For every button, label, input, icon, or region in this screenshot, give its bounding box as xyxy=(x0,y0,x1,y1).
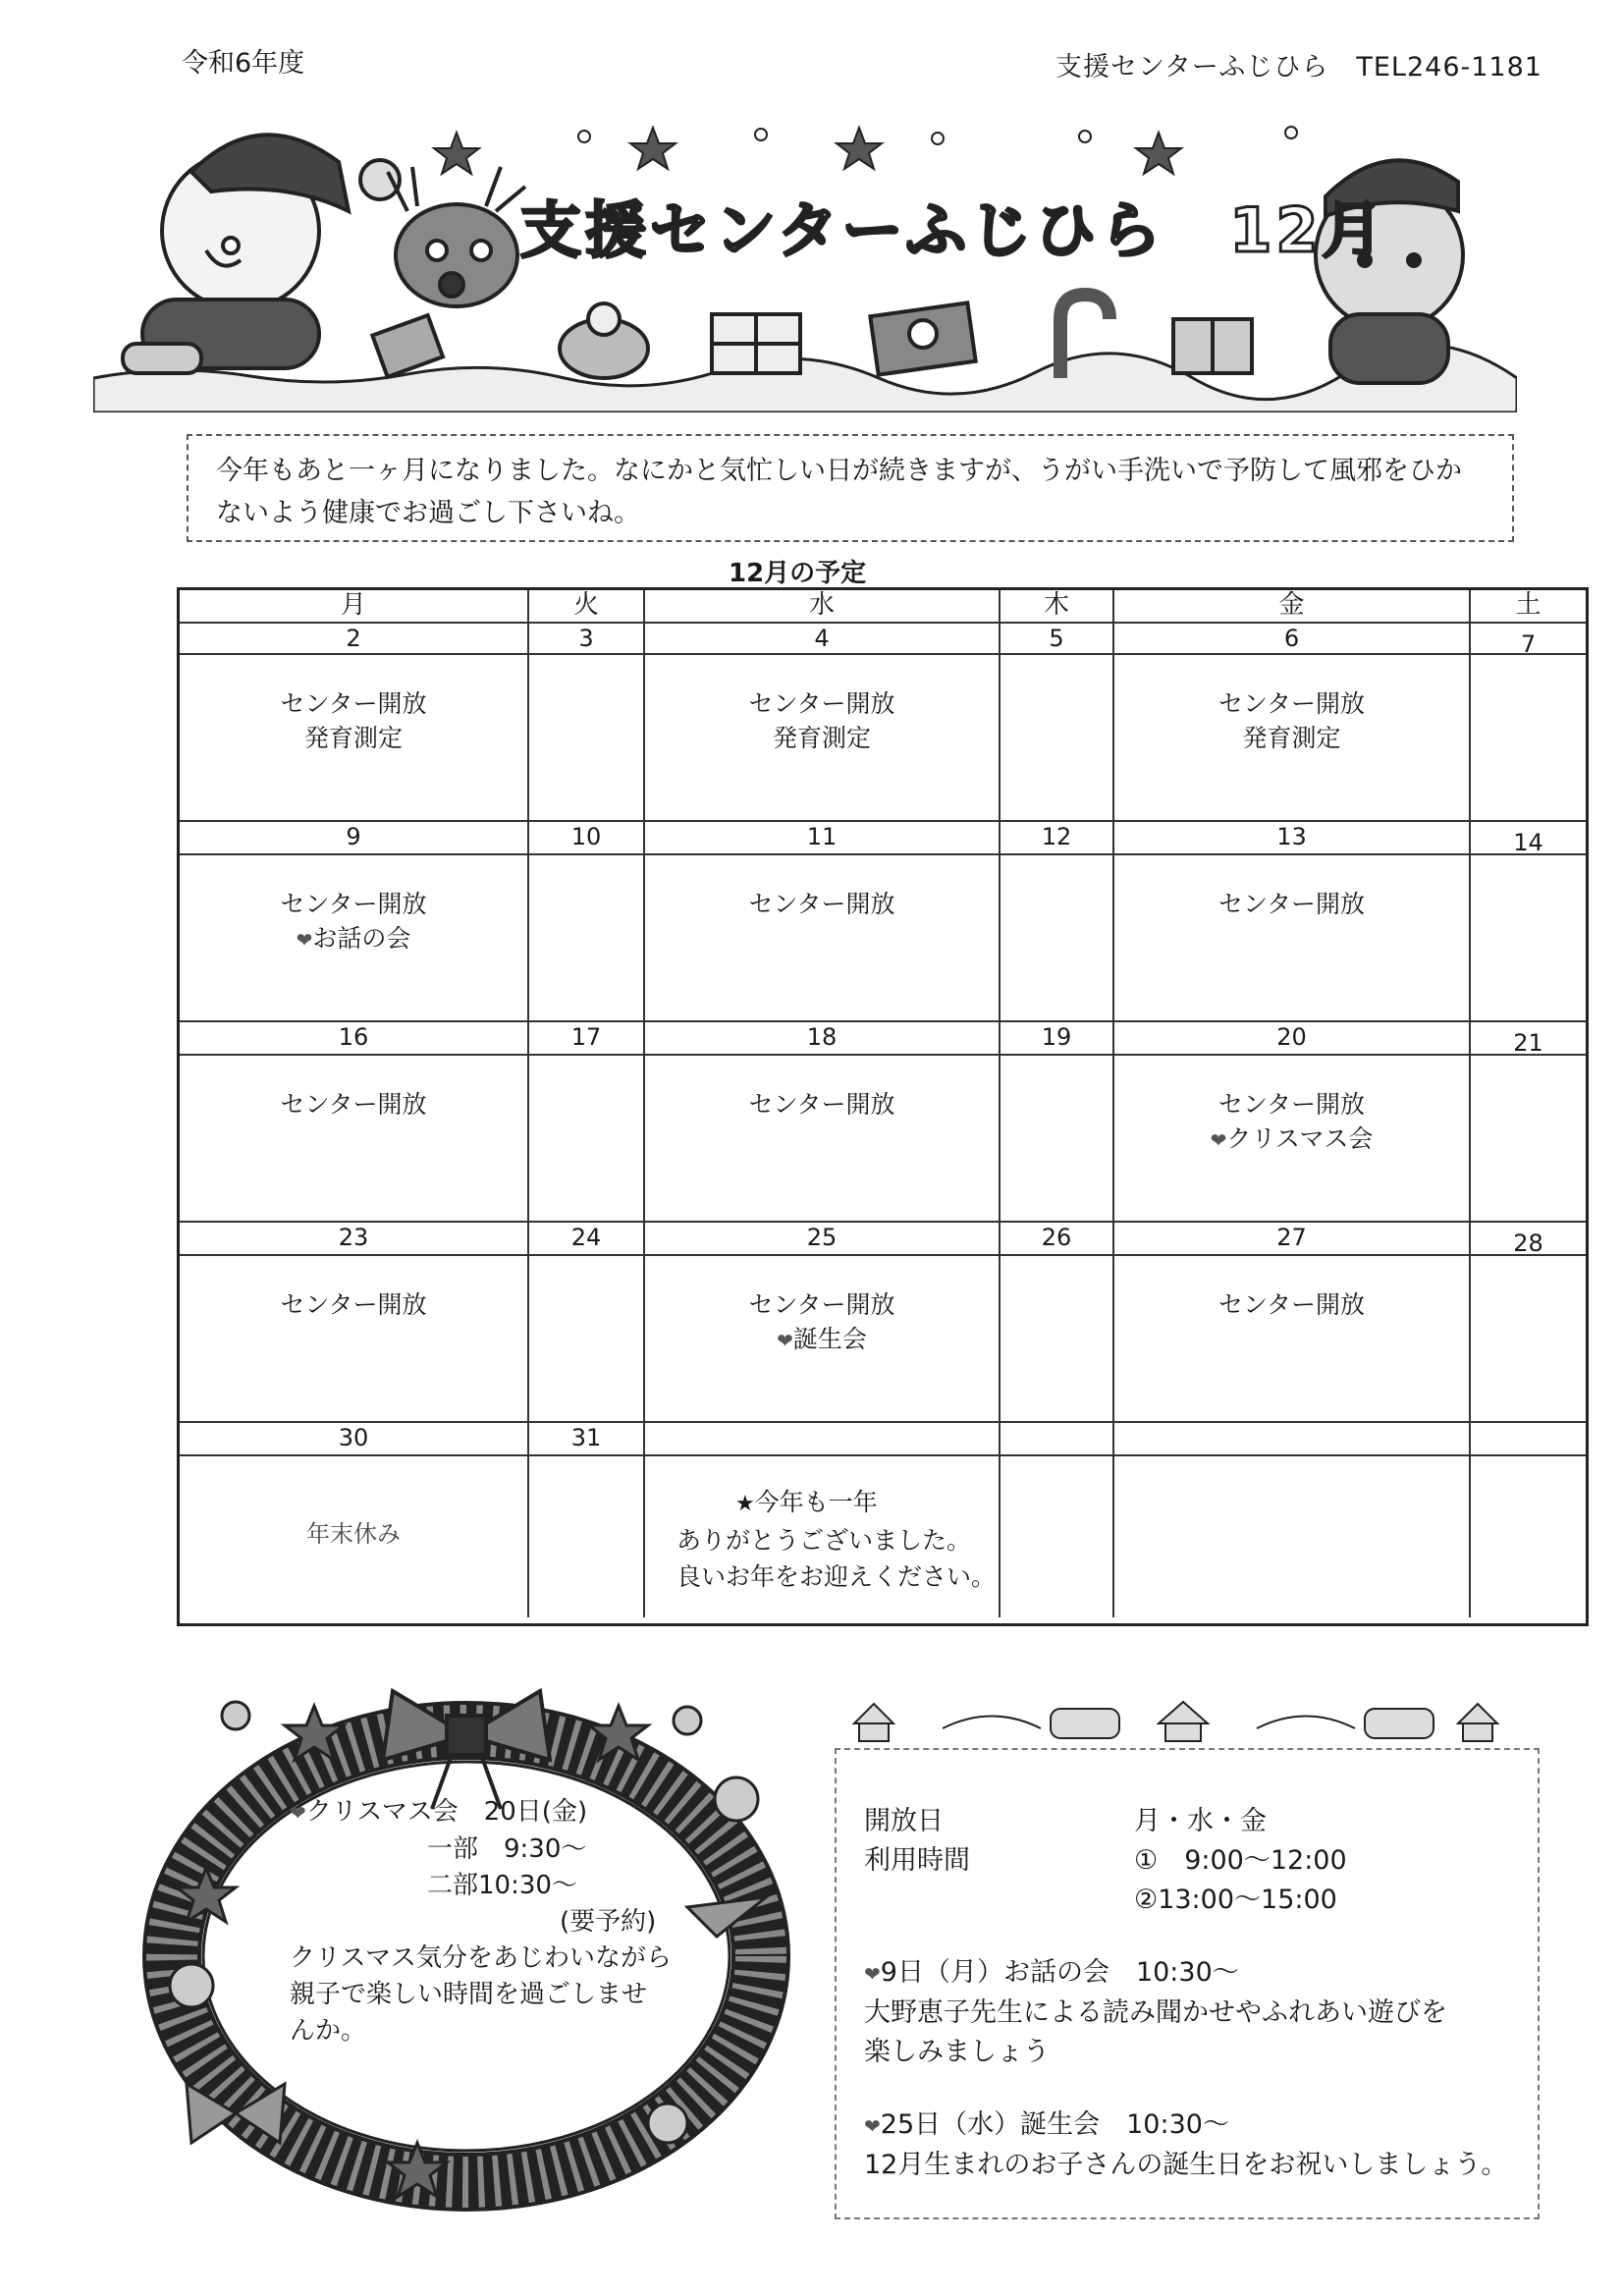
day-number: 3 xyxy=(529,624,645,655)
calendar-title: 12月の予定 xyxy=(729,559,867,588)
day-events xyxy=(180,1056,529,1223)
sleigh-border-illustration xyxy=(844,1674,1512,1743)
year-end-text: 今年も一年 xyxy=(754,1488,878,1516)
day-number: 18 xyxy=(645,1022,1001,1056)
day-events xyxy=(180,1256,529,1423)
house-icon xyxy=(1458,1704,1497,1723)
hours-row xyxy=(864,1881,1551,1920)
day-number: 27 xyxy=(1114,1223,1471,1256)
intro-line: 今年もあと一ヶ月になりました。なにかと気忙しい日が続きますが、うがい手洗いで予防して風邪をひか xyxy=(216,456,1462,486)
birthday-desc: 12月生まれのお子さんの誕生日をお祝いしましょう。 xyxy=(864,2150,1508,2180)
day-number: 12 xyxy=(1001,822,1114,855)
day-events xyxy=(529,855,645,1022)
day-number: 10 xyxy=(529,822,645,855)
event-label xyxy=(1114,721,1469,755)
day-number xyxy=(1001,1423,1114,1456)
day-events xyxy=(180,855,529,1022)
day-events xyxy=(1001,855,1114,1022)
event-text: センター開放 xyxy=(748,1290,895,1319)
event-text: センター開放 xyxy=(280,1090,427,1119)
day-events xyxy=(1114,855,1471,1022)
day-number: 20 xyxy=(1114,1022,1471,1056)
event-label xyxy=(180,1087,527,1121)
day-number: 6 xyxy=(1114,624,1471,655)
banner-title: 支援センターふじひら 12月 xyxy=(520,194,1387,266)
day-number: 2 xyxy=(180,624,529,655)
weekday-header: 水 xyxy=(645,590,1001,624)
open-days-value: 月・水・金 xyxy=(1134,1806,1267,1836)
event-text: 発育測定 xyxy=(772,724,871,752)
event-label xyxy=(645,1322,999,1358)
hours-label: 利用時間 xyxy=(864,1845,970,1876)
day-events xyxy=(1001,1456,1114,1617)
event-text: センター開放 xyxy=(1217,1090,1365,1119)
story-title: 9日（月）お話の会 10:30～ xyxy=(880,1957,1239,1988)
event-text: 誕生会 xyxy=(792,1325,867,1353)
christmas-party-info xyxy=(290,1794,702,2050)
day-events xyxy=(180,1456,529,1617)
event-label xyxy=(1114,686,1469,721)
christmas-desc: クリスマス気分をあじわいながら xyxy=(290,1943,672,1973)
year-end-message xyxy=(676,1558,999,1595)
weekday-header: 土 xyxy=(1471,590,1586,624)
event-text: センター開放 xyxy=(748,689,895,718)
event-text: センター開放 xyxy=(1217,689,1365,718)
day-events xyxy=(529,1056,645,1223)
birthday-title-row xyxy=(864,2105,1551,2146)
hours-slot-2: ②13:00～15:00 xyxy=(1134,1885,1337,1915)
event-label xyxy=(1114,1087,1469,1121)
event-label xyxy=(180,721,527,755)
day-events xyxy=(1001,655,1114,822)
day-events xyxy=(1471,1256,1586,1423)
intro-message xyxy=(187,434,1514,542)
day-events xyxy=(180,655,529,822)
day-events xyxy=(645,1456,1001,1617)
day-number: 21 xyxy=(1471,1022,1586,1056)
day-number: 25 xyxy=(645,1223,1001,1256)
day-events xyxy=(1114,655,1471,822)
santa-icon xyxy=(123,135,400,373)
event-text: センター開放 xyxy=(748,890,895,918)
day-events xyxy=(529,1456,645,1617)
year-end-message xyxy=(676,1522,999,1558)
sleigh-icon xyxy=(1365,1709,1434,1738)
event-text: 年末休み xyxy=(306,1520,401,1548)
house-icon xyxy=(1159,1702,1208,1723)
event-label xyxy=(645,887,999,921)
event-text: 発育測定 xyxy=(303,724,403,752)
event-text: センター開放 xyxy=(748,1090,895,1119)
day-events xyxy=(1114,1456,1471,1617)
day-events xyxy=(1471,1456,1586,1617)
heart-icon: ❤ xyxy=(864,2114,881,2138)
day-events xyxy=(645,655,1001,822)
heart-icon: ❤ xyxy=(1210,1128,1227,1152)
center-info xyxy=(864,1802,1551,2185)
year-end-text: ありがとうございました。 xyxy=(676,1526,972,1555)
day-events xyxy=(1471,655,1586,822)
weekday-header: 金 xyxy=(1114,590,1471,624)
part1-time: 一部 9:30～ xyxy=(427,1834,587,1864)
part2-time: 二部10:30～ xyxy=(427,1871,577,1900)
reindeer-icon xyxy=(388,167,525,306)
sleigh-icon xyxy=(1051,1709,1119,1738)
christmas-desc: んか。 xyxy=(290,2016,367,2046)
intro-line: ないよう健康でお過ごし下さいね。 xyxy=(216,498,640,528)
weekday-header: 月 xyxy=(180,590,529,624)
day-events xyxy=(645,1256,1001,1423)
event-text: クリスマス会 xyxy=(1226,1124,1374,1153)
day-events xyxy=(529,655,645,822)
event-text: 発育測定 xyxy=(1242,724,1341,752)
event-label xyxy=(180,1517,527,1552)
day-number: 28 xyxy=(1471,1223,1586,1256)
weekday-header: 火 xyxy=(529,590,645,624)
day-events xyxy=(1114,1256,1471,1423)
day-number: 7 xyxy=(1471,624,1586,655)
story-title-row xyxy=(864,1953,1551,1994)
heart-icon: ❤ xyxy=(777,1329,793,1352)
star-icon: ★ xyxy=(735,1492,755,1516)
day-number: 24 xyxy=(529,1223,645,1256)
day-number: 17 xyxy=(529,1022,645,1056)
hours-slot-1: ① 9:00～12:00 xyxy=(1134,1845,1347,1876)
event-label xyxy=(645,721,999,755)
event-label xyxy=(645,1087,999,1121)
event-label xyxy=(1114,887,1469,921)
day-events xyxy=(645,855,1001,1022)
day-number: 5 xyxy=(1001,624,1114,655)
day-number: 14 xyxy=(1471,822,1586,855)
day-number: 26 xyxy=(1001,1223,1114,1256)
day-events xyxy=(1001,1256,1114,1423)
day-events xyxy=(1471,1056,1586,1223)
heart-icon: ❤ xyxy=(864,1962,881,1986)
event-text: センター開放 xyxy=(280,689,427,718)
event-label xyxy=(1114,1287,1469,1322)
december-calendar xyxy=(177,587,1589,1626)
christmas-party-title xyxy=(290,1794,702,1831)
day-events xyxy=(1114,1056,1471,1223)
story-desc: 大野恵子先生による読み聞かせやふれあい遊びを xyxy=(864,1997,1447,2028)
event-label xyxy=(645,686,999,721)
year-end-text: 良いお年をお迎えください。 xyxy=(676,1562,997,1591)
event-label xyxy=(180,1287,527,1322)
event-text: センター開放 xyxy=(1217,890,1365,918)
day-events xyxy=(529,1256,645,1423)
house-icon xyxy=(854,1704,893,1723)
event-text: センター開放 xyxy=(1217,1290,1365,1319)
day-number xyxy=(645,1423,1001,1456)
story-desc: 楽しみましょう xyxy=(864,2037,1050,2067)
day-number: 13 xyxy=(1114,822,1471,855)
year-end-message xyxy=(676,1484,999,1522)
star-icon xyxy=(434,128,1181,174)
birthday-title: 25日（水）誕生会 10:30～ xyxy=(880,2109,1229,2140)
weekday-header: 木 xyxy=(1001,590,1114,624)
open-days-label: 開放日 xyxy=(864,1806,944,1836)
day-number: 11 xyxy=(645,822,1001,855)
hours-row xyxy=(864,1841,1551,1881)
heart-icon: ❤ xyxy=(290,1801,306,1825)
event-label xyxy=(1114,1121,1469,1158)
event-text: お話の会 xyxy=(312,924,411,953)
calendar-grid xyxy=(180,590,1586,1623)
day-number: 31 xyxy=(529,1423,645,1456)
center-contact: 支援センターふじひら TEL246-1181 xyxy=(1055,52,1542,82)
christmas-title-text: クリスマス会 20日(金) xyxy=(305,1797,588,1827)
event-label xyxy=(180,686,527,721)
event-label xyxy=(180,921,527,957)
day-number xyxy=(1114,1423,1471,1456)
christmas-desc: 親子で楽しい時間を過ごしませ xyxy=(290,1980,648,2009)
reservation-note: (要予約) xyxy=(560,1907,657,1937)
event-text: センター開放 xyxy=(280,1290,427,1319)
event-text: センター開放 xyxy=(280,890,427,918)
day-number: 4 xyxy=(645,624,1001,655)
fiscal-year: 令和6年度 xyxy=(182,48,305,79)
event-label xyxy=(180,887,527,921)
day-number: 16 xyxy=(180,1022,529,1056)
day-events xyxy=(645,1056,1001,1223)
day-number: 19 xyxy=(1001,1022,1114,1056)
event-label xyxy=(645,1287,999,1322)
open-days-row xyxy=(864,1802,1551,1841)
day-number xyxy=(1471,1423,1586,1456)
day-number: 30 xyxy=(180,1423,529,1456)
day-number: 9 xyxy=(180,822,529,855)
day-events xyxy=(1471,855,1586,1022)
day-number: 23 xyxy=(180,1223,529,1256)
heart-icon: ❤ xyxy=(296,928,313,952)
day-events xyxy=(1001,1056,1114,1223)
